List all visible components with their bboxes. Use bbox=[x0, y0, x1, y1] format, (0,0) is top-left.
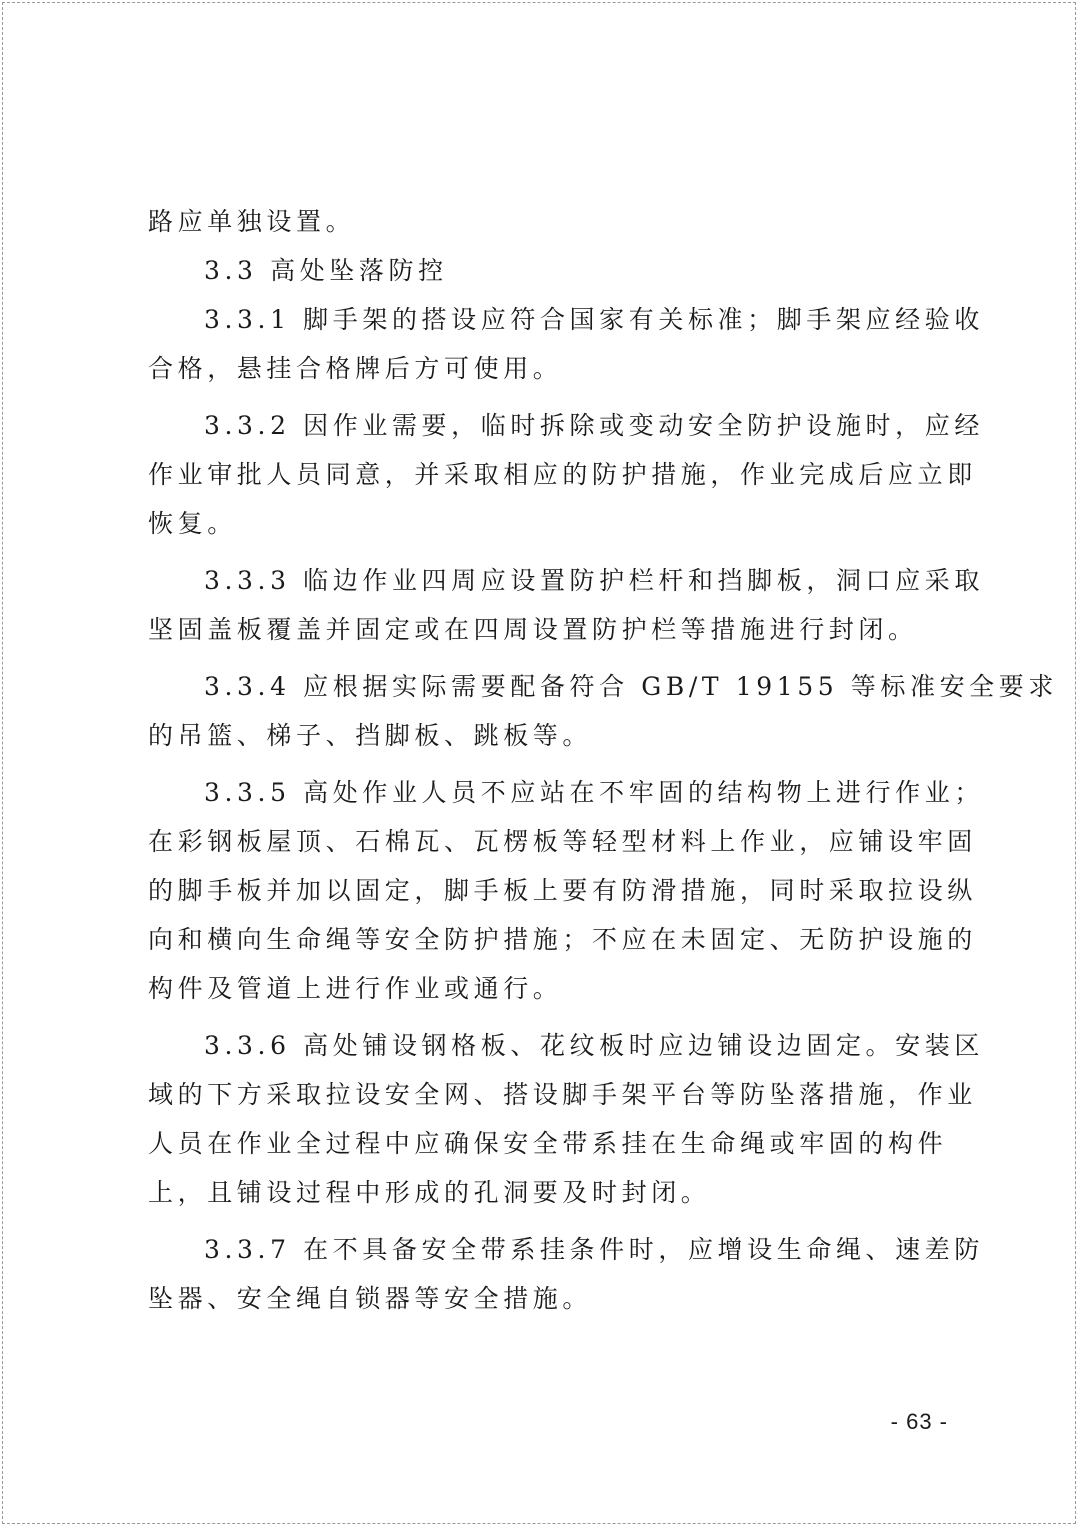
paragraph-line: 的脚手板并加以固定，脚手板上要有防滑措施，同时采取拉设纵 bbox=[148, 876, 977, 905]
paragraph-line: 在彩钢板屋顶、石棉瓦、瓦楞板等轻型材料上作业，应铺设牢固 bbox=[148, 827, 977, 856]
paragraph-line: 域的下方采取拉设安全网、搭设脚手架平台等防坠落措施，作业 bbox=[148, 1080, 977, 1109]
paragraph-line: 向和横向生命绳等安全防护措施；不应在未固定、无防护设施的 bbox=[148, 925, 977, 954]
paragraph-line: 坚固盖板覆盖并固定或在四周设置防护栏等措施进行封闭。 bbox=[148, 615, 918, 644]
clause-3-3-5: 3.3.5 高处作业人员不应站在不牢固的结构物上进行作业； bbox=[204, 778, 984, 807]
paragraph-line: 上，且铺设过程中形成的孔洞要及时封闭。 bbox=[148, 1178, 711, 1207]
clause-3-3-6: 3.3.6 高处铺设钢格板、花纹板时应边铺设边固定。安装区 bbox=[204, 1031, 984, 1060]
paragraph-line: 构件及管道上进行作业或通行。 bbox=[148, 974, 563, 1003]
paragraph-line: 坠器、安全绳自锁器等安全措施。 bbox=[148, 1284, 593, 1313]
paragraph-line: 恢复。 bbox=[148, 509, 237, 538]
paragraph-line: 人员在作业全过程中应确保安全带系挂在生命绳或牢固的构件 bbox=[148, 1129, 948, 1158]
clause-3-3-1: 3.3.1 脚手架的搭设应符合国家有关标准；脚手架应经验收 bbox=[204, 305, 984, 334]
clause-3-3-3: 3.3.3 临边作业四周应设置防护栏杆和挡脚板，洞口应采取 bbox=[204, 566, 984, 595]
paragraph-line: 合格，悬挂合格牌后方可使用。 bbox=[148, 354, 563, 383]
paragraph-line: 作业审批人员同意，并采取相应的防护措施，作业完成后应立即 bbox=[148, 460, 977, 489]
paragraph-line: 路应单独设置。 bbox=[148, 207, 356, 236]
page-number: - 63 - bbox=[890, 1409, 948, 1434]
paragraph-line: 的吊篮、梯子、挡脚板、跳板等。 bbox=[148, 721, 593, 750]
clause-3-3-7: 3.3.7 在不具备安全带系挂条件时，应增设生命绳、速差防 bbox=[204, 1235, 984, 1264]
clause-3-3-2: 3.3.2 因作业需要，临时拆除或变动安全防护设施时，应经 bbox=[204, 411, 984, 440]
clause-3-3-4: 3.3.4 应根据实际需要配备符合 GB/T 19155 等标准安全要求 bbox=[204, 672, 1058, 701]
document-body bbox=[148, 197, 1058, 1323]
section-heading: 3.3 高处坠落防控 bbox=[204, 256, 448, 285]
